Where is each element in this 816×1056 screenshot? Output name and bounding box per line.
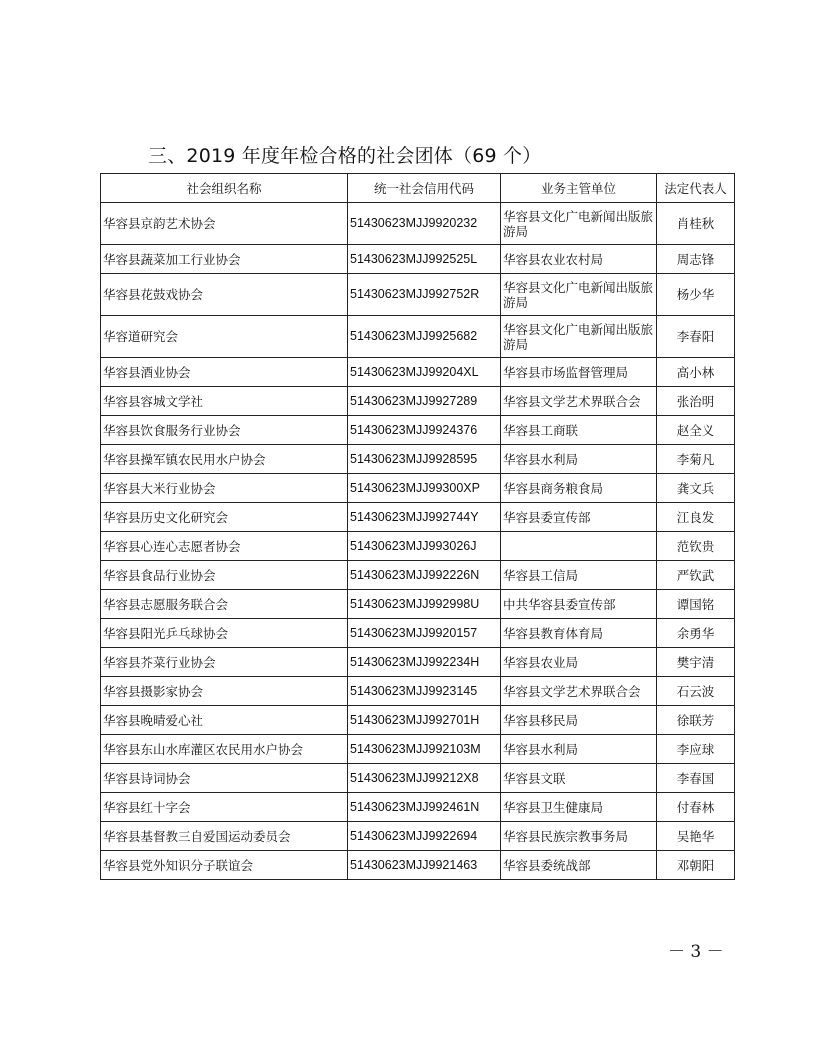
organizations-table: [100, 173, 735, 880]
cell-supervising-unit: 华容县文化广电新闻出版旅游局: [501, 203, 657, 245]
cell-supervising-unit: 华容县民族宗教事务局: [501, 822, 657, 851]
cell-supervising-unit: 华容县工信局: [501, 561, 657, 590]
table-row: [101, 245, 735, 274]
cell-supervising-unit: 华容县水利局: [501, 735, 657, 764]
table-row: [101, 203, 735, 245]
cell-legal-rep: 石云波: [657, 677, 735, 706]
cell-credit-code: 51430623MJJ9920157: [348, 619, 501, 648]
table-row: [101, 274, 735, 316]
cell-supervising-unit: 华容县市场监督管理局: [501, 358, 657, 387]
cell-supervising-unit: 华容县农业农村局: [501, 245, 657, 274]
table-row: [101, 316, 735, 358]
cell-org-name: 华容县操军镇农民用水户协会: [101, 445, 348, 474]
cell-org-name: 华容县心连心志愿者协会: [101, 532, 348, 561]
table-row: [101, 416, 735, 445]
cell-credit-code: 51430623MJJ992744Y: [348, 503, 501, 532]
cell-legal-rep: 杨少华: [657, 274, 735, 316]
cell-supervising-unit: 华容县委宣传部: [501, 503, 657, 532]
cell-org-name: 华容县大米行业协会: [101, 474, 348, 503]
cell-legal-rep: 江良发: [657, 503, 735, 532]
table-body: [101, 203, 735, 880]
cell-supervising-unit: [501, 532, 657, 561]
cell-legal-rep: 李菊凡: [657, 445, 735, 474]
cell-legal-rep: 龚文兵: [657, 474, 735, 503]
cell-legal-rep: 严钦武: [657, 561, 735, 590]
header-supervising-unit: 业务主管单位: [501, 174, 657, 203]
cell-legal-rep: 张治明: [657, 387, 735, 416]
cell-org-name: 华容县花鼓戏协会: [101, 274, 348, 316]
cell-credit-code: 51430623MJJ992103M: [348, 735, 501, 764]
table-row: [101, 735, 735, 764]
table-row: [101, 532, 735, 561]
cell-legal-rep: 李春国: [657, 764, 735, 793]
cell-legal-rep: 邓朝阳: [657, 851, 735, 880]
cell-credit-code: 51430623MJJ9922694: [348, 822, 501, 851]
cell-org-name: 华容县食品行业协会: [101, 561, 348, 590]
table-row: [101, 561, 735, 590]
cell-org-name: 华容县摄影家协会: [101, 677, 348, 706]
table-row: [101, 590, 735, 619]
table-row: [101, 677, 735, 706]
cell-credit-code: 51430623MJJ992525L: [348, 245, 501, 274]
cell-credit-code: 51430623MJJ992701H: [348, 706, 501, 735]
cell-legal-rep: 李应球: [657, 735, 735, 764]
cell-legal-rep: 高小林: [657, 358, 735, 387]
cell-credit-code: 51430623MJJ99212X8: [348, 764, 501, 793]
cell-supervising-unit: 华容县委统战部: [501, 851, 657, 880]
cell-legal-rep: 范钦贵: [657, 532, 735, 561]
cell-supervising-unit: 华容县移民局: [501, 706, 657, 735]
cell-supervising-unit: 中共华容县委宣传部: [501, 590, 657, 619]
cell-credit-code: 51430623MJJ9925682: [348, 316, 501, 358]
header-credit-code: 统一社会信用代码: [348, 174, 501, 203]
cell-org-name: 华容县饮食服务行业协会: [101, 416, 348, 445]
table-row: [101, 619, 735, 648]
cell-supervising-unit: 华容县文化广电新闻出版旅游局: [501, 274, 657, 316]
cell-credit-code: 51430623MJJ992226N: [348, 561, 501, 590]
cell-supervising-unit: 华容县教育体育局: [501, 619, 657, 648]
cell-org-name: 华容县基督教三自爱国运动委员会: [101, 822, 348, 851]
table-row: [101, 387, 735, 416]
table-row: [101, 822, 735, 851]
cell-supervising-unit: 华容县商务粮食局: [501, 474, 657, 503]
header-legal-rep: 法定代表人: [657, 174, 735, 203]
cell-org-name: 华容县京韵艺术协会: [101, 203, 348, 245]
cell-supervising-unit: 华容县工商联: [501, 416, 657, 445]
table-row: [101, 706, 735, 735]
cell-org-name: 华容县芥菜行业协会: [101, 648, 348, 677]
cell-supervising-unit: 华容县文学艺术界联合会: [501, 677, 657, 706]
cell-supervising-unit: 华容县文学艺术界联合会: [501, 387, 657, 416]
cell-org-name: 华容县志愿服务联合会: [101, 590, 348, 619]
cell-supervising-unit: 华容县文联: [501, 764, 657, 793]
cell-credit-code: 51430623MJJ993026J: [348, 532, 501, 561]
table-row: [101, 648, 735, 677]
cell-legal-rep: 李春阳: [657, 316, 735, 358]
cell-org-name: 华容道研究会: [101, 316, 348, 358]
cell-org-name: 华容县红十字会: [101, 793, 348, 822]
cell-org-name: 华容县晚晴爱心社: [101, 706, 348, 735]
cell-credit-code: 51430623MJJ99300XP: [348, 474, 501, 503]
table-row: [101, 851, 735, 880]
cell-org-name: 华容县历史文化研究会: [101, 503, 348, 532]
cell-credit-code: 51430623MJJ9928595: [348, 445, 501, 474]
cell-org-name: 华容县诗词协会: [101, 764, 348, 793]
cell-legal-rep: 吴艳华: [657, 822, 735, 851]
cell-org-name: 华容县东山水库灌区农民用水户协会: [101, 735, 348, 764]
cell-org-name: 华容县党外知识分子联谊会: [101, 851, 348, 880]
cell-supervising-unit: 华容县水利局: [501, 445, 657, 474]
cell-supervising-unit: 华容县文化广电新闻出版旅游局: [501, 316, 657, 358]
table-row: [101, 358, 735, 387]
table-row: [101, 445, 735, 474]
cell-org-name: 华容县酒业协会: [101, 358, 348, 387]
table-row: [101, 764, 735, 793]
table-row: [101, 793, 735, 822]
table-header-row: [101, 174, 735, 203]
cell-supervising-unit: 华容县农业局: [501, 648, 657, 677]
cell-supervising-unit: 华容县卫生健康局: [501, 793, 657, 822]
cell-legal-rep: 谭国铭: [657, 590, 735, 619]
cell-org-name: 华容县阳光乒乓球协会: [101, 619, 348, 648]
cell-credit-code: 51430623MJJ992234H: [348, 648, 501, 677]
cell-legal-rep: 赵全义: [657, 416, 735, 445]
cell-org-name: 华容县蔬菜加工行业协会: [101, 245, 348, 274]
cell-credit-code: 51430623MJJ9927289: [348, 387, 501, 416]
table-row: [101, 474, 735, 503]
page-number: － 3 －: [668, 942, 724, 962]
cell-org-name: 华容县容城文学社: [101, 387, 348, 416]
page-title: 三、2019 年度年检合格的社会团体（69 个）: [148, 145, 542, 167]
cell-credit-code: 51430623MJJ992461N: [348, 793, 501, 822]
cell-credit-code: 51430623MJJ9923145: [348, 677, 501, 706]
cell-credit-code: 51430623MJJ9921463: [348, 851, 501, 880]
cell-legal-rep: 周志锋: [657, 245, 735, 274]
cell-credit-code: 51430623MJJ99204XL: [348, 358, 501, 387]
header-org-name: 社会组织名称: [101, 174, 348, 203]
cell-legal-rep: 徐联芳: [657, 706, 735, 735]
cell-legal-rep: 樊宇清: [657, 648, 735, 677]
cell-credit-code: 51430623MJJ9924376: [348, 416, 501, 445]
table-row: [101, 503, 735, 532]
cell-legal-rep: 余勇华: [657, 619, 735, 648]
cell-credit-code: 51430623MJJ992998U: [348, 590, 501, 619]
cell-legal-rep: 付春林: [657, 793, 735, 822]
cell-legal-rep: 肖桂秋: [657, 203, 735, 245]
cell-credit-code: 51430623MJJ9920232: [348, 203, 501, 245]
cell-credit-code: 51430623MJJ992752R: [348, 274, 501, 316]
